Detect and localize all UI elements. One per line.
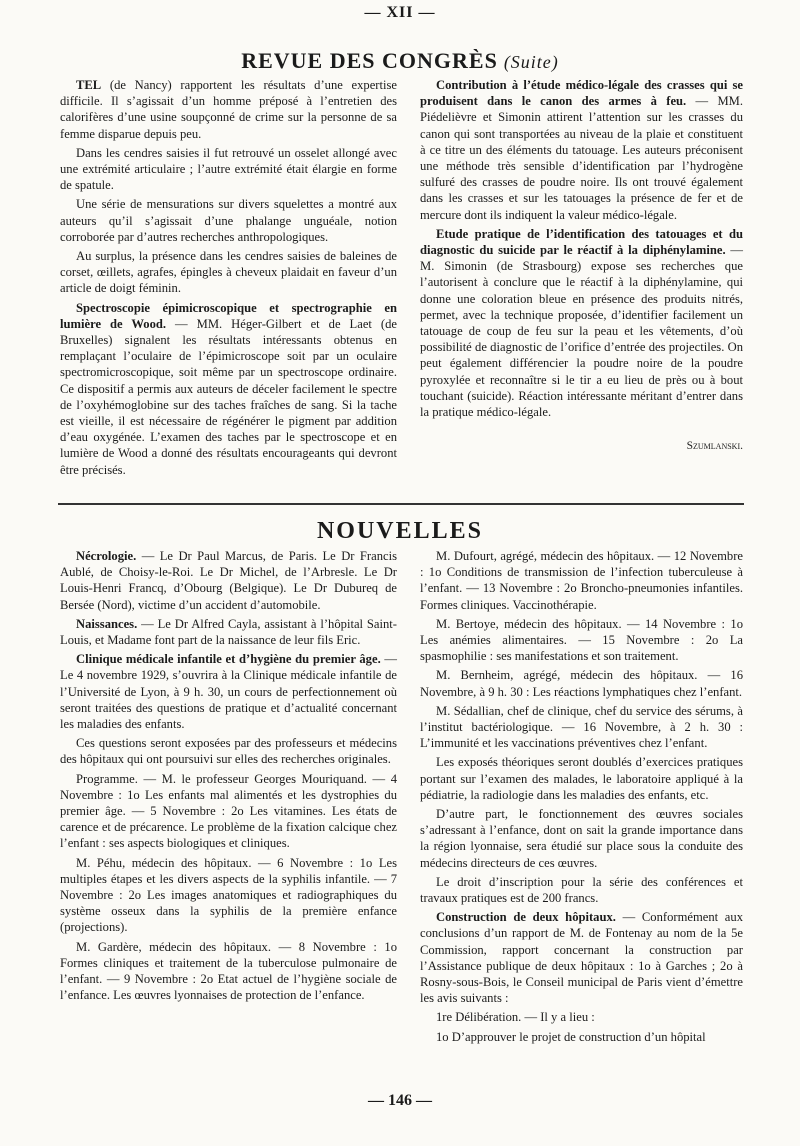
paragraph-lead: Contribution à l’étude médico-légale des crasses qui se produisent dans le canon des armes à feu.	[420, 78, 743, 109]
paragraph-text: — MM. Héger-Gilbert et de Laet (de Bruxelles) signalent les résultats intéressants obtenus en remplaçant l’oculaire de l’épimicroscope soit par un oculaire spectromicroscopique, soit même par un spectroscope ordinaire. Ce dispositif a permis aux auteurs de déceler facilement le spectre de l’oxyhémoglobine sur des taches fraîches de sang. Si la tache est vieille, il est nécessaire de régénérer le pigment par addition d’eau oxygénée. L’examen des taches par le spectroscope et en lumière de Wood a donné des résultats encourageants qui devront être précisés.	[60, 316, 397, 477]
paragraph-text: M. Dufourt, agrégé, médecin des hôpitaux. — 12 Novembre : 1o Conditions de transmission de l’infection tuberculeuse à l’enfant. — 13 Novembre : 2o Broncho-pneumonies infantiles. Formes cliniques. Vaccinothérapie.	[420, 549, 743, 612]
paragraph-text: Programme. — M. le professeur Georges Mouriquand. — 4 Novembre : 1o Les enfants mal alimentés et les dystrophies du premier âge. — 5 Novembre : 2o Les vitamines. Les états de carence et de précarence. Le problème de la fixation calcique chez l’enfant : ses aspects biologiques et cliniques.	[60, 771, 397, 851]
paragraph-text: M. Bertoye, médecin des hôpitaux. — 14 Novembre : 1o Les anémies alimentaires. — 15 Novembre : 2o La spasmophilie : ses manifestations et son traitement.	[420, 616, 743, 664]
paragraph	[60, 735, 397, 767]
paragraph	[60, 300, 397, 478]
congress-section-title	[0, 48, 800, 74]
paragraph	[420, 703, 743, 752]
congress-title: REVUE DES CONGRÈS	[241, 48, 498, 73]
paragraph-text: M. Sédallian, chef de clinique, chef du service des sérums, à l’institut bactériologique. — 16 Novembre, à 2 h. 30 : L’immunité et les vaccinations préventives chez l’enfant.	[420, 703, 743, 751]
paragraph-text: Dans les cendres saisies il fut retrouvé un osselet allongé avec une extrémité articulaire ; l’autre extrémité était élargie en forme de spatule.	[60, 145, 397, 193]
paragraph	[60, 855, 397, 936]
paragraph-text: M. Péhu, médecin des hôpitaux. — 6 Novembre : 1o Les multiples étapes et les divers aspects de la syphilis infantile. — 7 Novembre : 2o Les images anatomiques et radiographiques du système osseux dans la syphilis de la première enfance (projections).	[60, 855, 397, 935]
paragraph	[420, 909, 743, 1006]
running-head: — XII —	[364, 4, 436, 21]
paragraph-lead: Etude pratique de l’identification des tatouages et du diagnostic du suicide par le réactif à la diphénylamine.	[420, 226, 743, 258]
paragraph-text: M. Gardère, médecin des hôpitaux. — 8 Novembre : 1o Formes cliniques et traitement de la tuberculose pulmonaire de l’enfant. — 9 Novembre : 2o Etat actuel de l’hygiène sociale de l’enfance. Les œuvres lyonnaises de protection de l’enfance.	[60, 939, 397, 1003]
news-right-column	[420, 548, 743, 1048]
paragraph-text: — Le Dr Alfred Cayla, assistant à l’hôpital Saint-Louis, et Madame font part de la naissance de leur fils Eric.	[60, 616, 397, 648]
paragraph	[420, 874, 743, 906]
paragraph	[420, 226, 743, 420]
paragraph	[60, 248, 397, 297]
paragraph-text: Au surplus, la présence dans les cendres saisies de baleines de corset, œillets, agrafes, épingles à cheveux plaidait en faveur d’un article de doigt féminin.	[60, 249, 397, 296]
paragraph-text: — MM. Piédelièvre et Simonin attirent l’attention sur les crasses du canon qui sont transportées au niveau de la plaie et constituent à ce titre un des éléments du tatouage. Les auteurs préconisent une méthode très sensible d’identification par l’hydrogène sulfuré des crasses de poudre noire. Ils ont trouvé également dans les crasses et sur les tatouages la présence de fer et de mercure dont ils indiquent la valeur médico-légale.	[420, 94, 744, 222]
congress-suite: (Suite)	[503, 52, 559, 72]
paragraph	[420, 667, 743, 699]
paragraph	[420, 616, 743, 665]
author-signature: Szumlanski.	[686, 440, 743, 453]
paragraph	[60, 771, 397, 852]
paragraph-lead: Construction de deux hôpitaux.	[436, 910, 616, 925]
paragraph	[420, 548, 743, 613]
paragraph-text: M. Bernheim, agrégé, médecin des hôpitaux. — 16 Novembre, à 9 h. 30 : Les réactions lymphatiques chez l’enfant.	[420, 668, 743, 699]
paragraph	[420, 77, 743, 223]
paragraph-text: 1o D’approuver le projet de construction d’un hôpital	[436, 1029, 706, 1044]
section-divider	[58, 503, 744, 505]
paragraph-text: D’autre part, le fonctionnement des œuvres sociales s’adressant à l’enfance, dont on sait la grande importance dans la région lyonnaise, sera étudié sur place sous la conduite des médecins directeurs de ces œuvres.	[420, 807, 743, 870]
nouvelles-title: NOUVELLES	[316, 518, 484, 544]
paragraph-text: (de Nancy) rapportent les résultats d’une expertise difficile. Il s’agissait d’un homme préposé à l’entretien des calorifères d’une usine soupçonné de crime sur la personne de sa femme disparue depuis peu.	[60, 78, 397, 141]
paragraph	[60, 651, 397, 732]
paragraph-text: Ces questions seront exposées par des professeurs et médecins des hôpitaux qui ont poursuivi sur elles des recherches originales.	[60, 736, 397, 767]
paragraph-lead: TEL	[76, 78, 102, 92]
congress-right-paragraphs	[420, 77, 743, 420]
paragraph	[60, 196, 397, 245]
paragraph-text: Le droit d’inscription pour la série des conférences et travaux pratiques est de 200 francs.	[420, 874, 743, 906]
paragraph	[60, 548, 397, 613]
paragraph	[420, 806, 743, 871]
congress-right-column	[420, 77, 743, 454]
paragraph	[420, 1009, 743, 1025]
paragraph-lead: Spectroscopie épimicroscopique et spectrographie en lumière de Wood.	[60, 300, 397, 331]
paragraph	[420, 1029, 743, 1045]
paragraph-text: 1re Délibération. — Il y a lieu :	[436, 1010, 595, 1025]
paragraph-text: — M. Simonin (de Strasbourg) expose ses recherches que l’autorisent à conclure que le réactif à la diphénylamine, qui donne une coloration bleue en présence des produits nitrés, permet, avec la technique proposée, d’identifier facilement un tatouage de coup de feu sur la peau et les vêtements, d’où possibilité de diagnostic de l’orifice d’entrée des projectiles. On peut également différencier la poudre noire de la poudre pyroxylée et reconnaître si le tir a eu lieu de près ou à bout touchant (suicide). Réaction intéressante méritant d’entrer dans la pratique médico-légale.	[420, 243, 743, 420]
paragraph-lead: Clinique médicale infantile et d’hygiène du premier âge.	[76, 652, 381, 667]
paragraph	[60, 939, 397, 1004]
paragraph-text: Les exposés théoriques seront doublés d’exercices pratiques portant sur l’examen des malades, le laboratoire appliqué à la pédiatrie, la radiologie dans les maladies des enfants, etc.	[420, 755, 743, 802]
paragraph	[60, 145, 397, 194]
paragraph-text: — Le Dr Paul Marcus, de Paris. Le Dr Francis Aublé, de Choisy-le-Roi. Le Dr Michel, de l’Arbresle. Le Dr Louis-Henri Francq, d’Obourg (Belgique). Le Dr Dubureq de Bersée (Nord), victime d’un accident d’automobile.	[60, 549, 397, 612]
paragraph-lead: Naissances.	[76, 616, 138, 631]
congress-left-column	[60, 77, 397, 481]
paragraph-lead: Nécrologie.	[76, 549, 137, 563]
paragraph-text: — Le 4 novembre 1929, s’ouvrira à la Clinique médicale infantile de l’Université de Lyon, à 9 h. 30, un cours de perfectionnement où seront traitées des questions de pratique et d’actualité concernant les maladies des enfants.	[60, 652, 397, 732]
paragraph	[60, 616, 397, 648]
paragraph	[420, 754, 743, 803]
paragraph-text: Une série de mensurations sur divers squelettes a montré aux auteurs qu’il s’agissait d’une phalange unguéale, notion corroborée par d’autres recherches anthropologiques.	[60, 197, 397, 244]
news-left-column	[60, 548, 397, 1006]
page-number: — 146 —	[368, 1092, 432, 1109]
paragraph-text: — Conformément aux conclusions d’un rapport de M. de Fontenay au nom de la 5e Commission, rapport concernant la construction par l’Assistance publique de deux hôpitaux : 1o à Garches ; 2o à Rosny-sous-Bois, le Conseil municipal de Paris vient d’émettre les avis suivants :	[420, 910, 743, 1006]
paragraph	[60, 77, 397, 142]
